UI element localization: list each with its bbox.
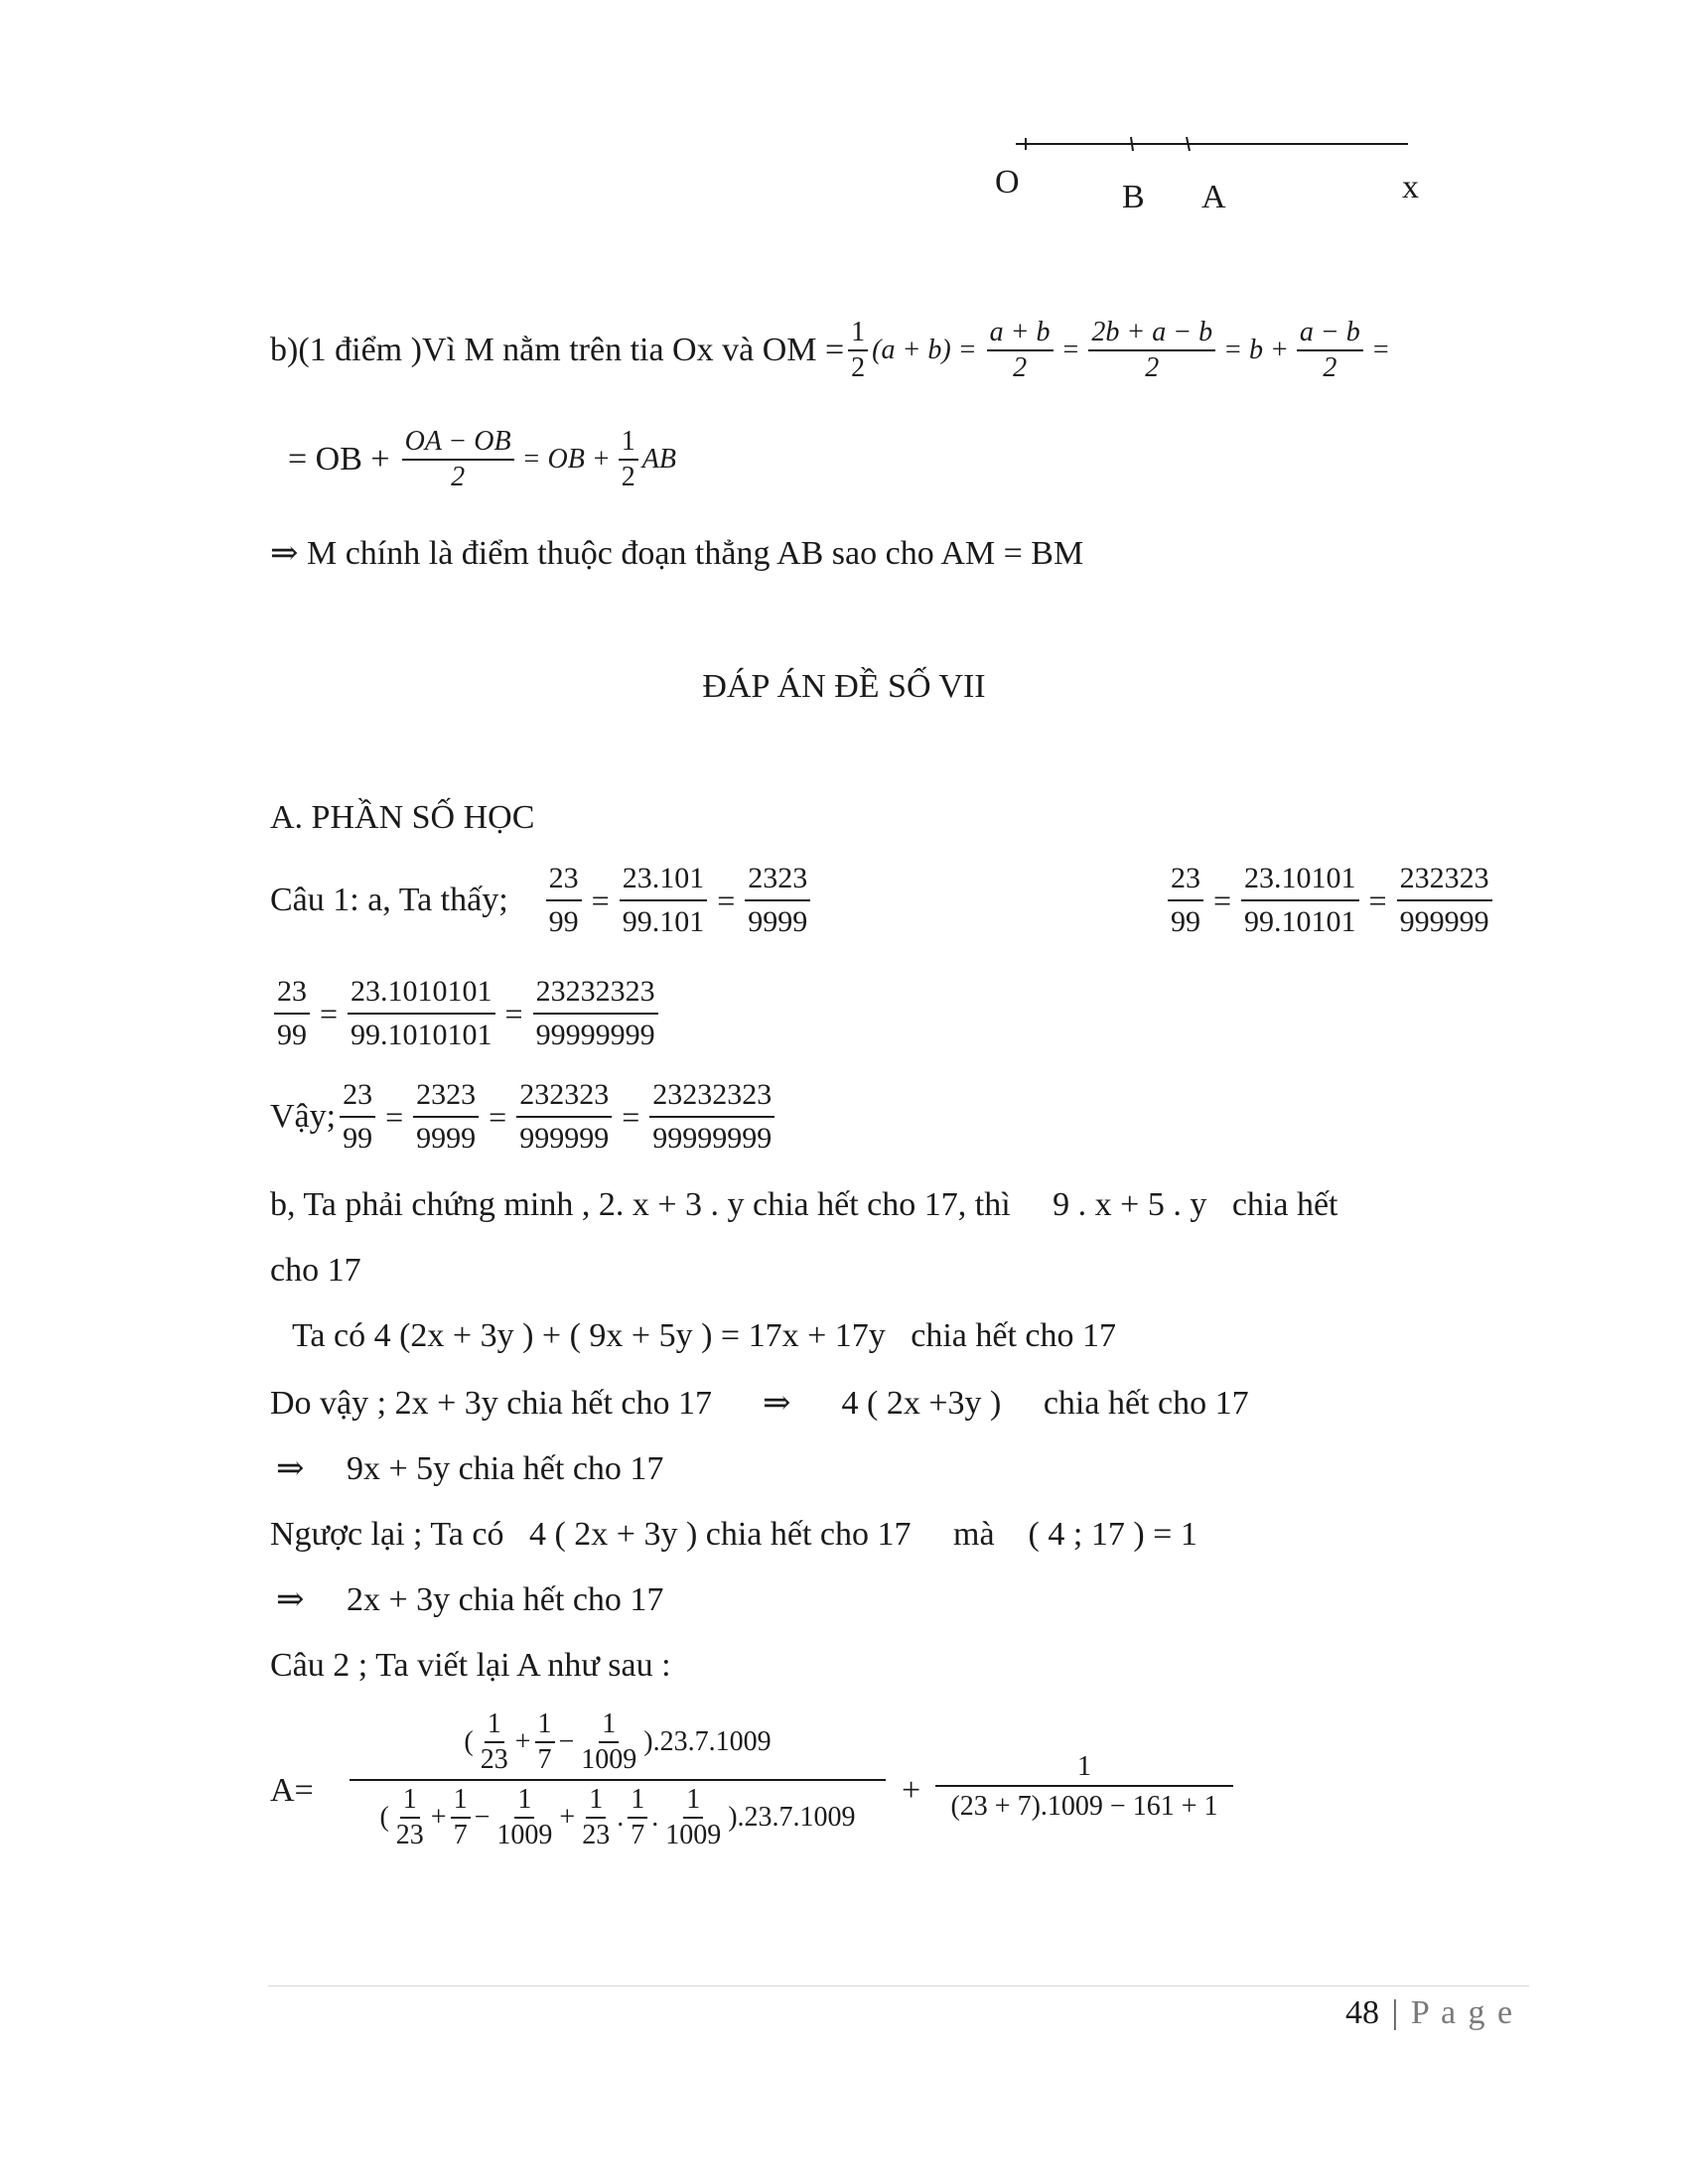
- right-fraction-numerator: 1: [935, 1749, 1233, 1787]
- cau1-label: Câu 1: a, Ta thấy;: [270, 882, 508, 918]
- cau2-intro: Câu 2 ; Ta viết lại A như sau :: [270, 1647, 671, 1684]
- part-b-equation-2: [288, 427, 676, 492]
- frac-23232323-99999999: $\frac{23232323}{99999999}$: [533, 973, 658, 1054]
- page-number: 48: [1345, 1994, 1379, 2031]
- point-label-o: O: [995, 164, 1020, 201]
- fraction-half-2: $\frac{1}{2}$: [619, 427, 638, 492]
- frac-23-99: $\frac{23}{99}$: [1168, 860, 1203, 941]
- cau1b-line-7: ⇒ 2x + 3y chia hết cho 17: [276, 1581, 664, 1618]
- frac-1-23: $\frac{1}{23}$: [480, 1708, 508, 1775]
- frac-1-1009: $\frac{1}{1009}$: [496, 1784, 553, 1850]
- cau1b-line-1: b, Ta phải chứng minh , 2. x + 3 . y chia hết cho 17, thì 9 . x + 5 . y chia hết: [270, 1186, 1338, 1223]
- cau1-equation-summary: Vậy; $\frac{23}{99}$ = $\frac{2323}{9999}$ = $\frac{232323}{999999}$ = $\frac{23232323}{99999999}$: [270, 1076, 778, 1158]
- right-fraction-denominator: (23 + 7).1009 − 161 + 1: [950, 1791, 1218, 1822]
- page-title: ĐÁP ÁN ĐỀ SỐ VII: [702, 668, 986, 705]
- fraction-a-minus-b: $\frac{a - b}{2}$: [1297, 318, 1363, 383]
- frac-1-1009: $\frac{1}{1009}$: [665, 1784, 722, 1850]
- frac-1-1009: $\frac{1}{1009}$: [581, 1708, 637, 1775]
- cau1-equation-2: $\frac{23}{99}$ = $\frac{23.10101}{99.10101}$ = $\frac{232323}{999999}$: [1164, 860, 1496, 941]
- big-fraction-denominator: ( $\frac{1}{23}$ + $\frac{1}{7}$ − $\frac{1}{1009}$ + $\frac{1}{23}$ . $\frac{1}{7}$ . $\frac{1}{1009}$ ).23.7.1009: [379, 1784, 856, 1850]
- ray-label-x: x: [1402, 169, 1419, 205]
- fraction-oa-minus-ob: $\frac{OA - OB}{2}$: [402, 427, 514, 492]
- frac-1-7: $\frac{1}{7}$: [535, 1709, 555, 1775]
- line2-end: AB: [641, 444, 676, 475]
- equals-sign: =: [1372, 335, 1389, 365]
- point-label-b: B: [1122, 179, 1145, 215]
- fraction-a-plus-b: $\frac{a + b}{2}$: [987, 318, 1054, 383]
- cau1b-line-2: cho 17: [270, 1252, 361, 1289]
- cau1b-line-3: Ta có 4 (2x + 3y ) + ( 9x + 5y ) = 17x + 17y chia hết cho 17: [292, 1317, 1116, 1354]
- cau1-equation-3: $\frac{23}{99}$ = $\frac{23.1010101}{99.1010101}$ = $\frac{23232323}{99999999}$: [270, 973, 662, 1054]
- frac-2323-9999: $\frac{2323}{9999}$: [413, 1076, 479, 1158]
- cau2-big-fraction: [350, 1709, 886, 1850]
- frac-2323-9999: $\frac{2323}{9999}$: [745, 860, 810, 941]
- plus-sign: +: [902, 1772, 921, 1809]
- vay-label: Vậy;: [270, 1098, 337, 1135]
- page-word: P a g e: [1410, 1994, 1515, 2031]
- frac-231010101-991010101: $\frac{23.1010101}{99.1010101}$: [348, 973, 495, 1054]
- tick-b: [1131, 137, 1133, 151]
- fraction-half: $\frac{1}{2}$: [848, 318, 868, 383]
- part-b-intro: b)(1 điểm )Vì M nằm trên tia Ox và OM =: [270, 332, 845, 368]
- page-footer: [1345, 1993, 1514, 2033]
- cau1b-line-5: ⇒ 9x + 5y chia hết cho 17: [276, 1450, 664, 1487]
- footer-separator: |: [1391, 1994, 1399, 2031]
- cau1-equation-1: Câu 1: a, Ta thấy; $\frac{23}{99}$ = $\frac{23.101}{99.101}$ = $\frac{2323}{9999}$: [270, 860, 814, 941]
- cau2-right-fraction: [935, 1749, 1233, 1827]
- frac-23-99: $\frac{23}{99}$: [546, 860, 582, 941]
- frac-2310101-9910101: $\frac{23.10101}{99.10101}$: [1241, 860, 1359, 941]
- section-heading-a: A. PHẦN SỐ HỌC: [270, 799, 535, 836]
- part-b-equation-1: b)(1 điểm )Vì M nằm trên tia Ox và OM = $\frac{1}{2}$ (a + b) = $\frac{a + b}{2}$ = $\frac{2b + a - b}{2}$ = b + $\frac{a - b}{2}$ =: [270, 317, 1389, 383]
- frac-232323-999999: $\frac{232323}{999999}$: [516, 1076, 612, 1158]
- cau1b-line-6: Ngược lại ; Ta có 4 ( 2x + 3y ) chia hết cho 17 mà ( 4 ; 17 ) = 1: [270, 1516, 1197, 1553]
- big-fraction-numerator: ( $\frac{1}{23}$ + $\frac{1}{7}$ − $\frac{1}{1009}$ ).23.7.1009: [350, 1709, 886, 1781]
- footer-divider: [268, 1985, 1529, 1986]
- fraction-2b-plus-a-minus-b: $\frac{2b + a - b}{2}$: [1088, 318, 1215, 383]
- frac-23101-99101: $\frac{23.101}{99.101}$: [620, 860, 708, 941]
- frac-1-23: $\frac{1}{23}$: [395, 1784, 424, 1850]
- a-label: A=: [270, 1772, 314, 1809]
- frac-1-7: $\frac{1}{7}$: [628, 1785, 647, 1850]
- line2-mid: = OB +: [521, 444, 611, 475]
- frac-23-99: $\frac{23}{99}$: [274, 973, 310, 1054]
- frac-1-7: $\frac{1}{7}$: [451, 1785, 471, 1850]
- frac-232323-999999: $\frac{232323}{999999}$: [1397, 860, 1492, 941]
- frac-1-23: $\frac{1}{23}$: [582, 1784, 611, 1850]
- expr-a-plus-b: (a + b) =: [872, 335, 977, 365]
- part-b-conclusion: ⇒ M chính là điểm thuộc đoạn thẳng AB sao cho AM = BM: [270, 535, 1084, 572]
- frac-23232323-99999999: $\frac{23232323}{99999999}$: [649, 1076, 774, 1158]
- frac-23-99: $\frac{23}{99}$: [340, 1076, 375, 1158]
- point-label-a: A: [1201, 179, 1226, 215]
- expr-b-plus: = b +: [1223, 335, 1289, 365]
- line2-start: = OB +: [288, 441, 390, 478]
- cau1b-line-4: Do vậy ; 2x + 3y chia hết cho 17 ⇒ 4 ( 2x +3y ) chia hết cho 17: [270, 1385, 1249, 1422]
